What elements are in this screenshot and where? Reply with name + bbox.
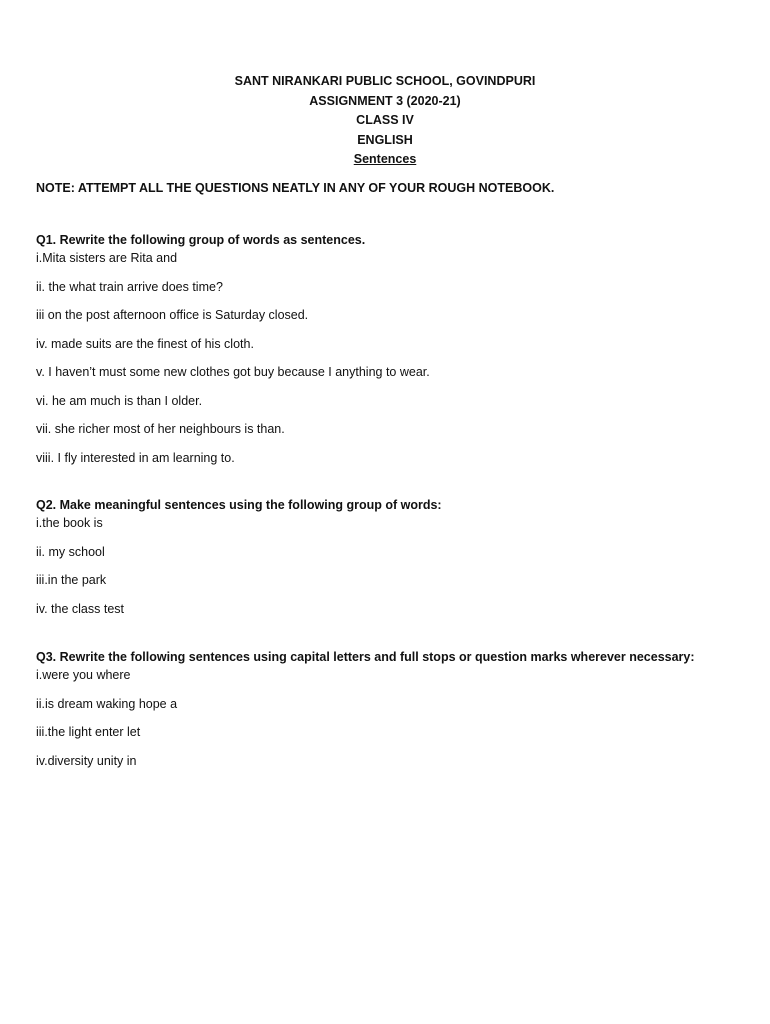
- question-1-item: ii. the what train arrive does time?: [36, 279, 223, 294]
- question-1-item: vi. he am much is than I older.: [36, 393, 203, 408]
- question-3-item: iii.the light enter let: [36, 725, 141, 739]
- question-1-item: v. I haven’t must some new clothes got buy because I anything to wear.: [36, 365, 430, 379]
- question-1-item: i.Mita sisters are Rita and: [36, 251, 178, 265]
- school-name: SANT NIRANKARI PUBLIC SCHOOL, GOVINDPURI: [234, 74, 536, 88]
- question-2-item: ii. my school: [36, 544, 105, 559]
- question-3-item: ii.is dream waking hope a: [36, 696, 178, 711]
- question-2-title: Q2. Make meaningful sentences using the following group of words:: [36, 498, 442, 512]
- question-3-title: Q3. Rewrite the following sentences using capital letters and full stops or question marks wherever necessary:: [36, 650, 695, 664]
- question-3-item: iv.diversity unity in: [36, 753, 137, 768]
- class-label: CLASS IV: [356, 113, 414, 127]
- instruction-note: NOTE: ATTEMPT ALL THE QUESTIONS NEATLY IN ANY OF YOUR ROUGH NOTEBOOK.: [36, 181, 555, 195]
- question-2-item: i.the book is: [36, 516, 103, 530]
- topic-label: Sentences: [353, 152, 417, 166]
- subject-label: ENGLISH: [357, 132, 413, 147]
- assignment-title: ASSIGNMENT 3 (2020-21): [309, 93, 461, 108]
- question-1-item: viii. I fly interested in am learning to.: [36, 450, 235, 465]
- question-3-item: i.were you where: [36, 668, 131, 682]
- document-header: [0, 72, 770, 170]
- question-1: [36, 231, 756, 467]
- question-1-item: iii on the post afternoon office is Saturday closed.: [36, 308, 309, 322]
- question-1-item: vii. she richer most of her neighbours is than.: [36, 422, 285, 436]
- question-2-item: iv. the class test: [36, 601, 124, 616]
- question-3: [36, 648, 756, 770]
- question-2-item: iii.in the park: [36, 573, 107, 587]
- question-1-item: iv. made suits are the finest of his cloth.: [36, 336, 254, 351]
- question-2: [36, 496, 756, 618]
- question-1-title: Q1. Rewrite the following group of words as sentences.: [36, 233, 366, 247]
